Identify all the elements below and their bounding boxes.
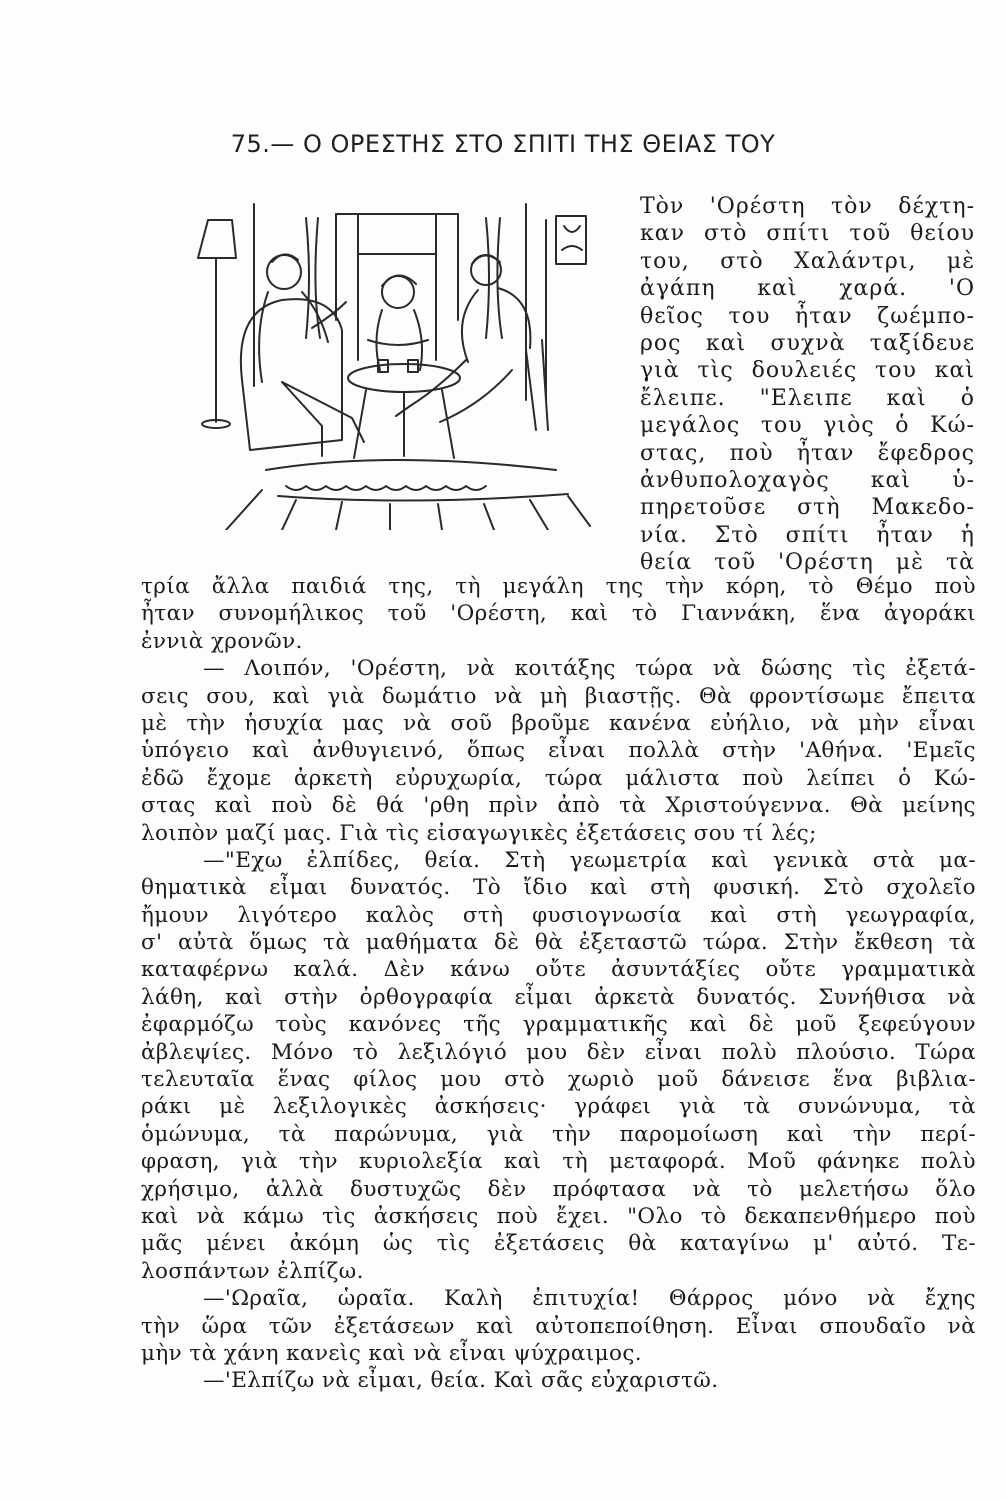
text-line: σ' αὐτὰ ὅμως τὰ μαθήματα δὲ θὰ ἐξεταστῶ τώρα. Στὴν ἔκθεση τὰ xyxy=(141,930,976,956)
text-line: ἔλειπε. "Ελειπε καὶ ὁ xyxy=(640,385,975,411)
text-line: του, στὸ Χαλάντρι, μὲ xyxy=(640,248,975,274)
text-line: μᾶς μένει ἀκόμη ὡς τὶς ἐξετάσεις θὰ καταγίνω μ' αὐτό. Τε- xyxy=(141,1231,976,1257)
text-line: ἐδῶ ἔχομε ἀρκετὴ εὐρυχωρία, τώρα μάλιστα ποὺ λείπει ὁ Κώ- xyxy=(141,765,976,791)
text-line: ἦταν συνομήλικος τοῦ 'Ορέστη, καὶ τὸ Γιαννάκη, ἕνα ἀγοράκι xyxy=(141,601,976,627)
text-line: ὁμώνυμα, τὰ παρώνυμα, γιὰ τὴν παρομοίωση καὶ τὴν περί- xyxy=(141,1121,976,1147)
text-line: ράκι μὲ λεξιλογικὲς ἀσκήσεις· γράφει γιὰ τὰ συνώνυμα, τὰ xyxy=(141,1094,976,1120)
text-line: ὑπόγειο καὶ ἀνθυγιεινό, ὅπως εἶναι πολλὰ στὴν 'Αθήνα. 'Εμεῖς xyxy=(141,738,976,764)
text-line: καταφέρνω καλά. Δὲν κάνω οὔτε ἀσυντάξίες οὔτε γραμματικὰ xyxy=(141,957,976,983)
text-line: μεγάλος του γιὸς ὁ Κώ- xyxy=(640,413,975,439)
text-line: —'Ελπίζω νὰ εἶμαι, θεία. Καὶ σᾶς εὐχαριστῶ. xyxy=(203,1368,719,1394)
text-line: γιὰ τὶς δουλειές του καὶ xyxy=(640,358,975,384)
text-line: λοσπάντων ἐλπίζω. xyxy=(141,1258,364,1284)
text-line: τελευταῖα ἕνας φίλος μου στὸ χωριὸ μοῦ δάνεισε ἕνα βιβλια- xyxy=(141,1067,976,1093)
text-line: ἐφαρμόζω τοὺς κανόνες τῆς γραμματικῆς καὶ δὲ μοῦ ξεφεύγουν xyxy=(141,1012,976,1038)
text-line: λοιπὸν μαζί μας. Γιὰ τὶς εἰσαγωγικὲς ἐξετάσεις σου τί λές; xyxy=(141,820,817,846)
text-line: σεις σου, καὶ γιὰ δωμάτιο νὰ μὴ βιαστῇς. Θὰ φροντίσωμε ἔπειτα xyxy=(141,683,976,709)
text-line: —"Εχω ἐλπίδες, θεία. Στὴ γεωμετρία καὶ γενικὰ στὰ μα- xyxy=(203,847,976,873)
text-line: στας, ποὺ ἦταν ἔφεδρος xyxy=(640,440,975,466)
text-line: ἀβλεψίες. Μόνο τὸ λεξιλόγιό μου δὲν εἶναι πολὺ πλούσιο. Τώρα xyxy=(141,1039,976,1065)
text-line: ἤμουν λιγότερο καλὸς στὴ φυσιογνωσία καὶ στὴ γεωγραφία, xyxy=(141,902,976,928)
text-line: καὶ νὰ κάμω τὶς ἀσκήσεις ποὺ ἔχει. "Ολο τὸ δεκαπενθήμερο ποὺ xyxy=(141,1203,976,1229)
text-line: —'Ωραῖα, ὡραῖα. Καλὴ ἐπιτυχία! Θάρρος μόνο νὰ ἔχης xyxy=(203,1286,976,1312)
text-line: τὴν ὥρα τῶν ἐξετάσεων καὶ αὐτοπεποίθηση. Εἶναι σπουδαῖο νὰ xyxy=(141,1313,976,1339)
text-line: φραση, γιὰ τὴν κυριολεξία καὶ τὴ μεταφορά. Μοῦ φάνηκε πολὺ xyxy=(141,1149,976,1175)
text-line: στας καὶ ποὺ δὲ θά 'ρθη πρὶν ἀπὸ τὰ Χριστούγεννα. Θὰ μείνης xyxy=(141,793,976,819)
text-line: ἀγάπη καὶ χαρά. 'Ο xyxy=(640,276,975,302)
body-text xyxy=(141,573,976,1395)
text-line: τρία ἄλλα παιδιά της, τὴ μεγάλη της τὴν κόρη, τὸ Θέμο ποὺ xyxy=(141,574,976,599)
text-line: θεῖος του ἦταν ζωέμπο- xyxy=(640,303,975,329)
text-line: ἀνθυπολοχαγὸς καὶ ὑ- xyxy=(640,467,975,493)
text-line: μὴν τὰ χάνη κανεὶς καὶ νὰ εἶναι ψύχραιμος. xyxy=(141,1340,643,1366)
text-line: χρήσιμο, ἀλλὰ δυστυχῶς δὲν πρόφτασα νὰ τὸ μελετήσω ὅλο xyxy=(141,1176,976,1202)
side-column-text xyxy=(640,193,975,576)
text-line: — Λοιπόν, 'Ορέστη, νὰ κοιτάξης τώρα νὰ δώσης τὶς ἐξετά- xyxy=(203,656,976,682)
text-line: θηματικὰ εἶμαι δυνατός. Τὸ ἴδιο καὶ στὴ φυσική. Στὸ σχολεῖο xyxy=(141,875,976,901)
illustration-icon xyxy=(186,200,598,530)
text-line: ρος καὶ συχνὰ ταξίδευε xyxy=(640,330,975,356)
text-line: καν στὸ σπίτι τοῦ θείου xyxy=(640,221,975,247)
text-line: ἐννιὰ χρονῶν. xyxy=(141,628,303,654)
text-line: Τὸν 'Ορέστη τὸν δέχτη- xyxy=(640,194,975,219)
text-line: λάθη, καὶ στὴν ὀρθογραφία εἶμαι ἀρκετὰ δυνατός. Συνήθισα νὰ xyxy=(141,984,976,1010)
text-line: θεία τοῦ 'Ορέστη μὲ τὰ xyxy=(640,550,975,576)
chapter-title: 75.— Ο ΟΡΕΣΤΗΣ ΣΤΟ ΣΠΙΤΙ ΤΗΣ ΘΕΙΑΣ ΤΟΥ xyxy=(230,130,776,158)
text-line: μὲ τὴν ἡσυχία μας νὰ σοῦ βροῦμε κανένα εὐήλιο, νὰ μὴν εἶναι xyxy=(141,710,976,736)
text-line: πηρετοῦσε στὴ Μακεδο- xyxy=(640,495,975,521)
text-line: νία. Στὸ σπίτι ἦταν ἡ xyxy=(640,522,975,548)
